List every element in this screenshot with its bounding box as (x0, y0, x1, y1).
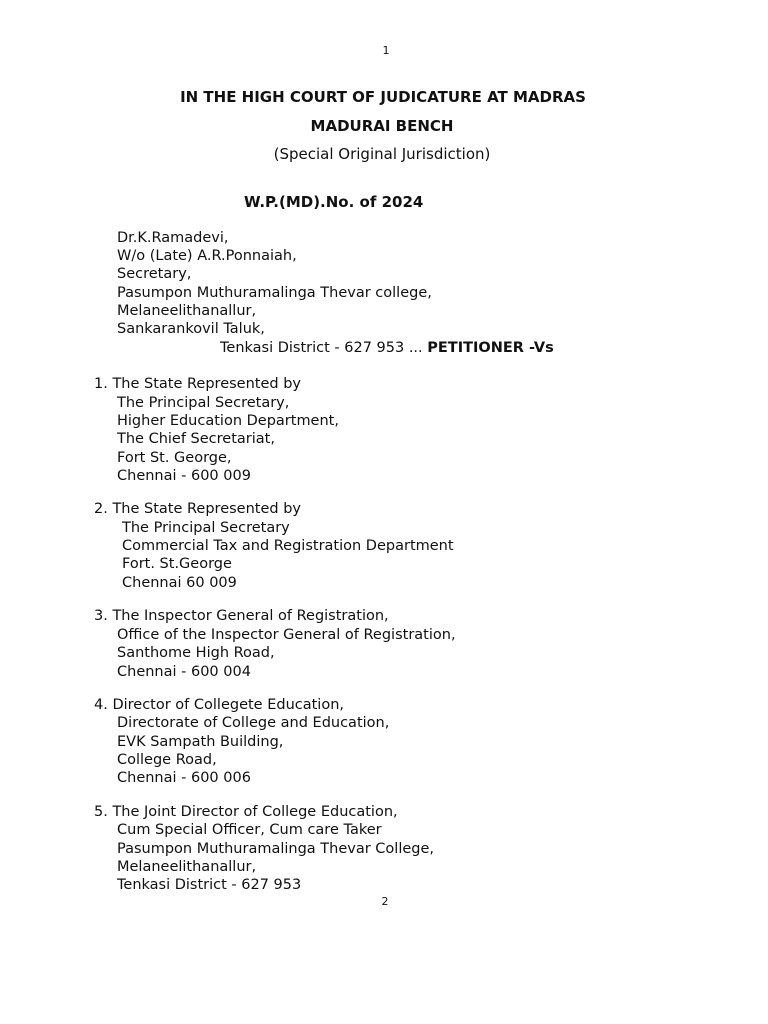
petitioner-line: Dr.K.Ramadevi, (117, 230, 229, 246)
respondent-line: Chennai 60 009 (122, 575, 237, 591)
respondent-line: Chennai - 600 006 (117, 770, 251, 786)
respondent-line: Higher Education Department, (117, 413, 339, 429)
respondent-line: Pasumpon Muthuramalinga Thevar College, (117, 841, 435, 857)
page-number-top: 1 (382, 44, 390, 57)
case-number: W.P.(MD).No. of 2024 (244, 193, 424, 211)
respondent-line: Tenkasi District - 627 953 (117, 877, 302, 893)
respondent-heading: 5. The Joint Director of College Education, (94, 804, 398, 820)
respondent-heading: 3. The Inspector General of Registration, (94, 608, 389, 624)
respondent-line: Cum Special Officer, Cum care Taker (117, 822, 382, 838)
respondent-line: Office of the Inspector General of Registration, (117, 627, 456, 643)
respondent-line: Directorate of College and Education, (117, 715, 390, 731)
petitioner-line: W/o (Late) A.R.Ponnaiah, (117, 248, 297, 264)
respondent-heading: 1. The State Represented by (94, 376, 301, 392)
jurisdiction-line: (Special Original Jurisdiction) (273, 145, 491, 163)
respondent-line: EVK Sampath Building, (117, 734, 284, 750)
petitioner-last-line (220, 339, 554, 357)
respondent-line: Santhome High Road, (117, 645, 275, 661)
page-number-bottom: 2 (381, 895, 389, 908)
respondent-line: Commercial Tax and Registration Department (122, 538, 454, 554)
respondent-heading: 2. The State Represented by (94, 501, 301, 517)
respondent-line: Chennai - 600 009 (117, 468, 251, 484)
petitioner-address-tail: Tenkasi District - 627 953 ... (220, 340, 428, 356)
respondent-line: Melaneelithanallur, (117, 859, 257, 875)
petitioner-line: Melaneelithanallur, (117, 303, 257, 319)
respondent-line: The Chief Secretariat, (117, 431, 275, 447)
respondent-heading: 4. Director of Collegete Education, (94, 697, 344, 713)
petitioner-line: Secretary, (117, 266, 192, 282)
petitioner-line: Sankarankovil Taluk, (117, 321, 265, 337)
respondent-line: College Road, (117, 752, 217, 768)
bench-title: MADURAI BENCH (310, 117, 454, 135)
respondent-line: Fort. St.George (122, 556, 232, 572)
petitioner-line: Pasumpon Muthuramalinga Thevar college, (117, 285, 432, 301)
court-title: IN THE HIGH COURT OF JUDICATURE AT MADRAS (180, 88, 586, 106)
respondent-line: Fort St. George, (117, 450, 232, 466)
petitioner-role: PETITIONER -Vs (427, 340, 554, 356)
respondent-line: The Principal Secretary, (117, 395, 290, 411)
respondent-line: Chennai - 600 004 (117, 664, 251, 680)
respondent-line: The Principal Secretary (122, 520, 290, 536)
